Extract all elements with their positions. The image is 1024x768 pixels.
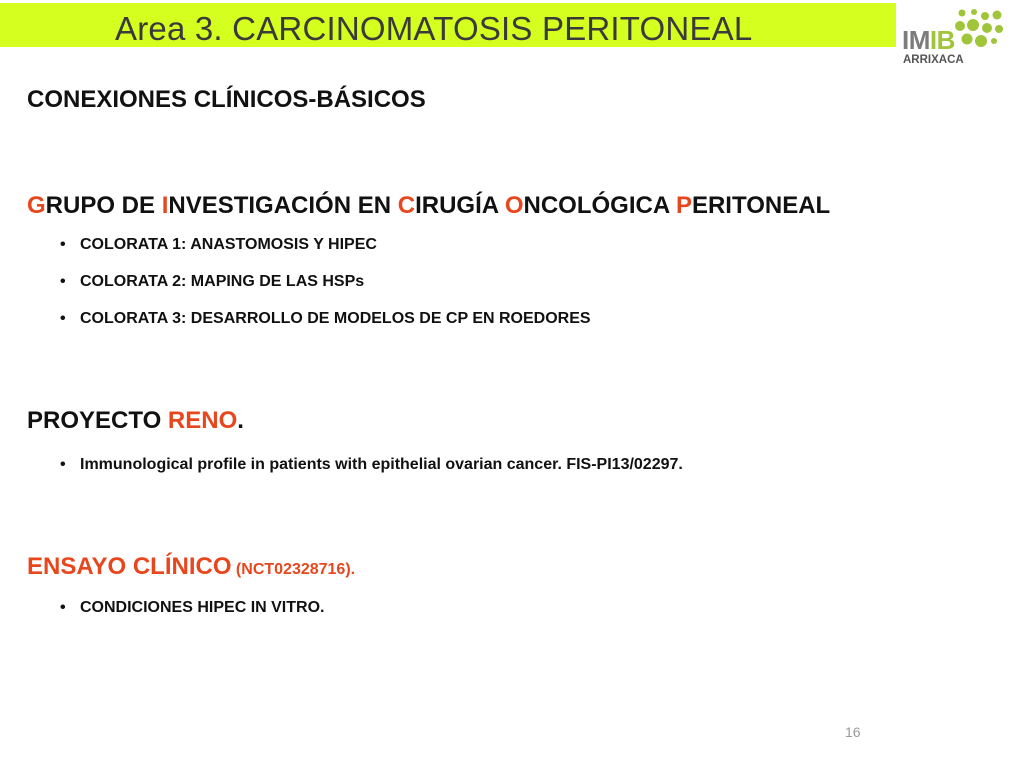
heading-text-part: NCOLÓGICA [523,192,676,219]
heading-initial-letter: O [504,192,524,219]
section-heading-proyecto: PROYECTO RENO. [27,407,244,434]
heading-initial-letter: P [675,192,692,219]
slide-title: Area 3. CARCINOMATOSIS PERITONEAL [115,10,753,47]
heading-text-part: RUPO DE [45,192,162,219]
list-item: • COLORATA 3: DESARROLLO DE MODELOS DE CP EN ROEDORES [60,310,591,327]
logo-arrixaca-text: ARRIXACA [903,54,964,66]
logo-imib-text: IMIB [902,25,955,55]
bullet-icon: • [60,236,66,253]
heading-text-part: ERITONEAL [691,192,831,219]
list-item: • Immunological profile in patients with epithelial ovarian cancer. FIS-PI13/02297. [60,456,683,473]
heading-initial-letter: C [397,192,416,219]
imib-logo [896,3,1020,73]
bullet-icon: • [60,599,66,616]
title-bar [0,3,896,47]
heading-text-part: NVESTIGACIÓN EN [168,192,398,219]
bullet-icon: • [60,456,66,473]
section-heading-grupo [27,192,830,220]
page-number: 16 [845,724,861,740]
list-item: • COLORATA 1: ANASTOMOSIS Y HIPEC [60,236,377,253]
heading-text-part: IRUGÍA [415,192,505,219]
section-heading-ensayo: ENSAYO CLÍNICO (NCT02328716). [27,553,356,580]
section-heading-conexiones: CONEXIONES CLÍNICOS-BÁSICOS [27,86,426,113]
bullet-icon: • [60,273,66,290]
bullet-icon: • [60,310,66,327]
heading-initial-letter: G [27,192,46,219]
heading-initial-letter: I [161,192,169,219]
dots-logo-icon [954,7,1016,55]
list-item: • COLORATA 2: MAPING DE LAS HSPs [60,273,365,290]
list-item: • CONDICIONES HIPEC IN VITRO. [60,599,325,616]
